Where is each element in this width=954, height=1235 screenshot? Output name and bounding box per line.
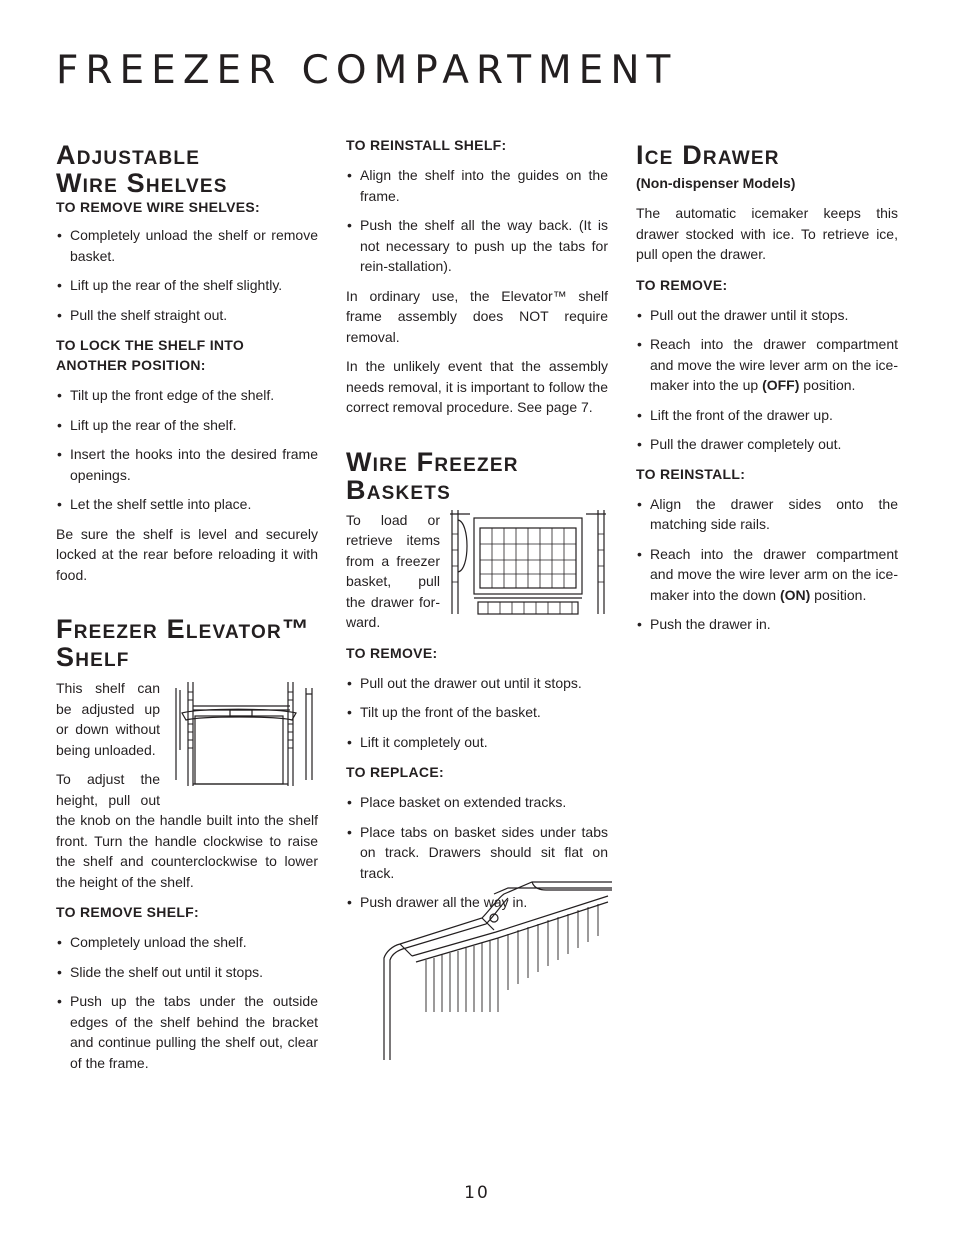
elevator-frame-note: In ordinary use, the Elevator™ shelf frame assembly does NOT require removal. xyxy=(346,287,608,345)
freezer-basket-illustration xyxy=(448,510,608,616)
heading-line: Shelf xyxy=(56,642,130,672)
heading-line: Baskets xyxy=(346,474,451,505)
list-item: • Tilt up the front of the basket. xyxy=(346,702,608,723)
off-label: (OFF) xyxy=(762,377,800,393)
list-item xyxy=(636,544,898,606)
removal-procedure-note: In the unlikely event that the assembly needs removal, it is important to follow the correct removal procedure. See page 7. xyxy=(346,358,608,415)
list-item: • Lift it completely out. xyxy=(346,732,608,753)
list-item: • Place tabs on basket sides under tabs on track. Drawers should sit flat on track. xyxy=(346,822,608,884)
elevator-intro: This shelf can be adjusted up or down without being unloaded. xyxy=(56,680,160,758)
ice-drawer-heading: Ice Drawer xyxy=(636,140,780,170)
list-item: • Insert the hooks into the desired frame openings. xyxy=(56,444,318,485)
page-number: 10 xyxy=(464,1183,490,1203)
column-middle xyxy=(346,135,608,922)
step-text: position. xyxy=(810,586,867,603)
step-text: Reach into the drawer compartment and move the wire lever arm on the ice-maker into the up xyxy=(650,336,898,393)
step-text: position. xyxy=(799,377,856,393)
list-item: • Push the drawer in. xyxy=(636,614,898,635)
list-item: • Pull out the drawer out until it stops. xyxy=(346,673,608,694)
ice-drawer-subheading: (Non-dispenser Models) xyxy=(636,175,796,191)
step-text: Reach into the drawer compartment and move the wire lever arm on the ice-maker into the down xyxy=(650,545,898,603)
list-item: • Slide the shelf out until it stops. xyxy=(56,962,318,983)
ice-drawer-intro: The automatic icemaker keeps this drawer stocked with ice. To retrieve ice, pull open the drawer. xyxy=(636,205,898,262)
list-item: • Lift the front of the drawer up. xyxy=(636,405,898,426)
reinstall-shelf-heading: TO REINSTALL SHELF: xyxy=(346,137,507,153)
baskets-remove-steps xyxy=(346,673,608,753)
list-item: • Pull the drawer completely out. xyxy=(636,434,898,455)
list-item: • Tilt up the front edge of the shelf. xyxy=(56,385,318,406)
adjustable-shelves-heading xyxy=(56,141,318,197)
ice-drawer-illustration xyxy=(382,880,612,1067)
list-item: • Push up the tabs under the outside edges of the shelf behind the bracket and continue pulling the shelf out, clear of the frame. xyxy=(56,991,318,1073)
list-item: • Align the shelf into the guides on the frame. xyxy=(346,165,608,206)
elevator-shelf-illustration xyxy=(168,680,318,788)
list-item: • Pull the shelf straight out. xyxy=(56,305,318,326)
ice-reinstall-heading: TO REINSTALL: xyxy=(636,465,746,482)
list-item: • Pull out the drawer until it stops. xyxy=(636,305,898,326)
remove-wire-shelves-steps xyxy=(56,225,318,325)
remove-shelf-heading: TO REMOVE SHELF: xyxy=(56,904,199,920)
list-item: • Lift up the rear of the shelf slightly. xyxy=(56,275,318,296)
list-item: • Completely unload the shelf. xyxy=(56,932,318,953)
lock-shelf-heading: TO LOCK THE SHELF INTO ANOTHER POSITION: xyxy=(56,337,245,373)
baskets-heading xyxy=(346,448,608,504)
list-item: • Push the shelf all the way back. (It is not necessary to push up the tabs for rein-stallation). xyxy=(346,215,608,277)
list-item: • Place basket on extended tracks. xyxy=(346,792,608,813)
heading-line: Wire Shelves xyxy=(56,168,228,198)
ice-remove-steps xyxy=(636,305,898,455)
baskets-intro: To load or retrieve items from a freezer basket, pull the drawer for-ward. xyxy=(346,511,440,630)
level-note: Be sure the shelf is level and securely locked at the rear before reloading it with food. xyxy=(56,525,318,583)
lock-shelf-steps xyxy=(56,385,318,515)
list-item: • Push drawer all the way in. xyxy=(346,892,608,913)
heading-line: Adjustable xyxy=(56,140,201,170)
list-item: • Lift up the rear of the shelf. xyxy=(56,415,318,436)
list-item: • Completely unload the shelf or remove basket. xyxy=(56,225,318,266)
remove-shelf-steps xyxy=(56,932,318,1073)
elevator-adjust: To adjust the height, pull out the knob on the handle built into the shelf front. Turn the handle clockwise to raise the shelf and counterclockwise to lower the height of the shelf. xyxy=(56,771,318,890)
elevator-shelf-heading xyxy=(56,615,318,671)
baskets-replace-heading: TO REPLACE: xyxy=(346,764,444,780)
remove-wire-shelves-heading: TO REMOVE WIRE SHELVES: xyxy=(56,199,260,215)
list-item: • Let the shelf settle into place. xyxy=(56,494,318,515)
column-left xyxy=(56,141,318,1082)
reinstall-shelf-steps xyxy=(346,165,608,277)
page-title: FREEZER COMPARTMENT xyxy=(56,48,678,93)
ice-reinstall-steps xyxy=(636,494,898,635)
column-right xyxy=(636,141,898,644)
ice-remove-heading: TO REMOVE: xyxy=(636,276,728,293)
on-label: (ON) xyxy=(779,586,811,603)
baskets-remove-heading: TO REMOVE: xyxy=(346,644,438,661)
heading-line: Wire Freezer xyxy=(346,446,519,477)
heading-line: Freezer Elevator™ xyxy=(56,614,311,644)
list-item xyxy=(636,334,898,396)
list-item: • Align the drawer sides onto the matching side rails. xyxy=(636,494,898,535)
